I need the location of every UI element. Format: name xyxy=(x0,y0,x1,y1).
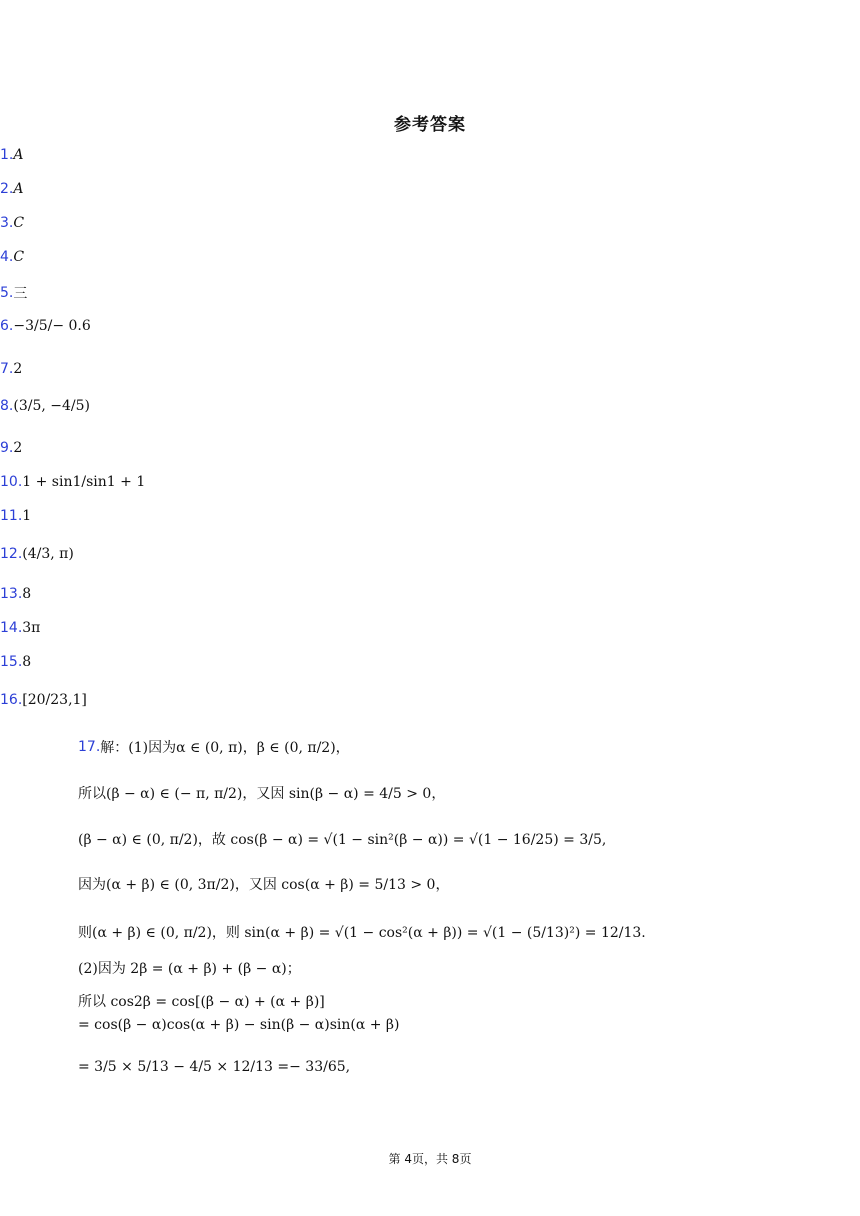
answer-text: C xyxy=(13,215,25,231)
answer-text: (3/5, −4/5) xyxy=(13,398,90,414)
answer-number: 12. xyxy=(0,546,23,562)
solution-line-4 xyxy=(78,874,449,894)
answer-text: 8 xyxy=(22,654,32,670)
solution-line-6 xyxy=(78,958,301,978)
answer-number: 2. xyxy=(0,181,14,197)
answer-number: 14. xyxy=(0,620,23,636)
solution-text: 则(α + β) ∈ (0, π/2)，则 sin(α + β) = √(1 − cos²(α + β)) = √(1 − (5/13)²) = 12/13. xyxy=(78,925,646,941)
solution-text: (β − α) ∈ (0, π/2)，故 cos(β − α) = √(1 − sin²(β − α)) = √(1 − 16/25) = 3/5, xyxy=(78,832,607,848)
answer-item-3 xyxy=(0,215,24,231)
solution-line-9 xyxy=(78,1059,350,1075)
answer-number: 10. xyxy=(0,474,23,490)
answer-item-7 xyxy=(0,361,22,377)
answer-item-5 xyxy=(0,283,27,303)
solution-line-3 xyxy=(78,829,606,849)
answer-item-6 xyxy=(0,318,91,334)
answer-number: 5. xyxy=(0,285,14,301)
answer-number: 13. xyxy=(0,586,23,602)
answer-number: 8. xyxy=(0,398,14,414)
page-title: 参考答案 xyxy=(394,115,466,135)
answer-item-10 xyxy=(0,474,145,490)
page-footer: 第 4页，共 8页 xyxy=(388,1152,472,1166)
answer-text: C xyxy=(13,249,25,265)
solution-line-5 xyxy=(78,922,646,942)
answer-text: 2 xyxy=(13,361,23,377)
answer-item-1 xyxy=(0,147,23,163)
answer-number: 7. xyxy=(0,361,14,377)
solution-line-7 xyxy=(78,991,325,1011)
solution-text: 所以 cos2β = cos[(β − α) + (α + β)] xyxy=(78,994,325,1010)
answer-item-16 xyxy=(0,692,87,708)
answer-item-12 xyxy=(0,546,74,562)
solution-text: = cos(β − α)cos(α + β) − sin(β − α)sin(α + β) xyxy=(78,1017,400,1033)
answer-text: A xyxy=(13,181,24,197)
solution-number: 17. xyxy=(78,739,101,755)
answer-item-8 xyxy=(0,398,90,414)
answer-number: 1. xyxy=(0,147,14,163)
answer-text: 1 xyxy=(22,508,32,524)
answer-item-15 xyxy=(0,654,31,670)
answer-text: 2 xyxy=(13,440,23,456)
answer-item-9 xyxy=(0,440,22,456)
answer-number: 11. xyxy=(0,508,23,524)
answer-number: 6. xyxy=(0,318,14,334)
solution-text: = 3/5 × 5/13 − 4/5 × 12/13 =− 33/65, xyxy=(78,1059,351,1075)
solution-text: 解：(1)因为α ∈ (0, π)，β ∈ (0, π/2)， xyxy=(100,740,350,756)
answer-number: 4. xyxy=(0,249,14,265)
answer-text: 三 xyxy=(13,286,28,302)
answer-item-4 xyxy=(0,249,24,265)
answer-text: 8 xyxy=(22,586,32,602)
answer-item-14 xyxy=(0,620,40,636)
answer-item-11 xyxy=(0,508,31,524)
answer-number: 3. xyxy=(0,215,14,231)
solution-text: 因为(α + β) ∈ (0, 3π/2)，又因 cos(α + β) = 5/13 > 0， xyxy=(78,877,450,893)
solution-line-8 xyxy=(78,1017,400,1033)
answer-number: 9. xyxy=(0,440,14,456)
answer-text: (4/3, π) xyxy=(22,546,74,562)
answer-number: 16. xyxy=(0,692,23,708)
answer-text: 3π xyxy=(22,620,41,636)
answer-text: −3/5/− 0.6 xyxy=(13,318,91,334)
answer-item-2 xyxy=(0,181,23,197)
answer-item-13 xyxy=(0,586,31,602)
answer-number: 15. xyxy=(0,654,23,670)
answer-text: 1 + sin1/sin1 + 1 xyxy=(22,474,146,490)
solution-line-1 xyxy=(78,737,350,757)
solution-text: 所以(β − α) ∈ (− π, π/2)，又因 sin(β − α) = 4/5 > 0， xyxy=(78,786,446,802)
answer-text: [20/23,1] xyxy=(22,692,87,708)
solution-line-2 xyxy=(78,783,445,803)
solution-text: (2)因为 2β = (α + β) + (β − α)； xyxy=(78,961,301,977)
answer-text: A xyxy=(13,147,24,163)
